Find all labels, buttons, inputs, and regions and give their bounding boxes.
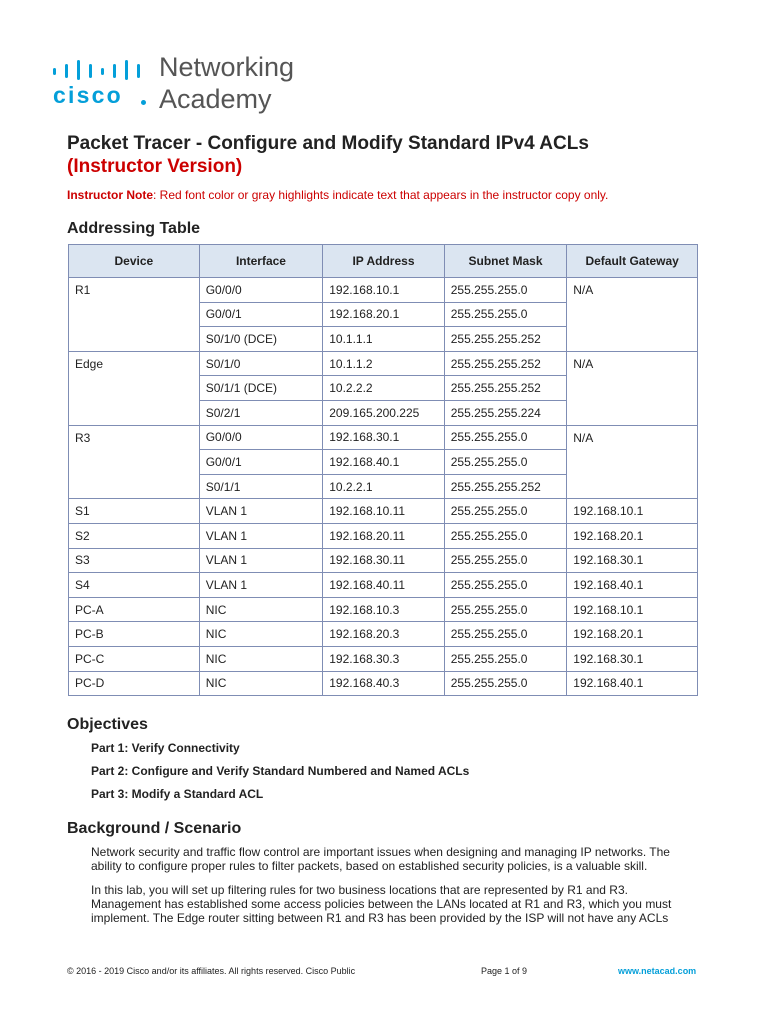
interface-cell: S0/1/0: [199, 351, 323, 376]
mask-cell: 255.255.255.0: [444, 622, 567, 647]
device-cell: PC-D: [69, 671, 200, 696]
cisco-networking-academy-logo: [52, 52, 312, 118]
ip-cell: 192.168.40.3: [323, 671, 445, 696]
background-heading: Background / Scenario: [67, 820, 242, 837]
ip-cell: 192.168.20.11: [323, 523, 445, 548]
interface-cell: S0/1/1 (DCE): [199, 376, 323, 401]
mask-cell: 255.255.255.0: [444, 671, 567, 696]
device-cell: S4: [69, 573, 200, 598]
mask-cell: 255.255.255.0: [444, 278, 567, 303]
gateway-cell: N/A: [567, 351, 698, 425]
gateway-cell: 192.168.20.1: [567, 622, 698, 647]
logo-academy-text: Academy: [159, 84, 272, 114]
mask-cell: 255.255.255.0: [444, 597, 567, 622]
gateway-cell: 192.168.10.1: [567, 499, 698, 524]
ip-cell: 192.168.10.11: [323, 499, 445, 524]
ip-cell: 192.168.30.1: [323, 425, 445, 450]
mask-cell: 255.255.255.0: [444, 302, 567, 327]
interface-cell: NIC: [199, 646, 323, 671]
table-row: [69, 425, 698, 450]
gateway-cell: 192.168.40.1: [567, 573, 698, 598]
col-header-default-gateway: Default Gateway: [567, 245, 698, 278]
ip-cell: 192.168.20.3: [323, 622, 445, 647]
background-paragraph-2: In this lab, you will set up filtering rules for two business locations that are represented by R1 and R3. Management has established some access policies between the LANs located at R1 and R3, which you must implement. The Edge router sitting between R1 and R3 has been provided by the ISP will not have any ACLs: [91, 883, 672, 925]
table-header-row: [69, 245, 698, 278]
ip-cell: 10.2.2.1: [323, 474, 445, 499]
table-row: [69, 499, 698, 524]
interface-cell: NIC: [199, 622, 323, 647]
ip-cell: 192.168.40.11: [323, 573, 445, 598]
interface-cell: S0/2/1: [199, 400, 323, 425]
table-row: [69, 523, 698, 548]
interface-cell: NIC: [199, 597, 323, 622]
instructor-note: [67, 188, 608, 202]
device-cell: S2: [69, 523, 200, 548]
device-cell: Edge: [69, 351, 200, 425]
table-row: [69, 622, 698, 647]
gateway-cell: 192.168.10.1: [567, 597, 698, 622]
ip-cell: 209.165.200.225: [323, 400, 445, 425]
interface-cell: VLAN 1: [199, 499, 323, 524]
logo-networking-text: Networking: [159, 52, 295, 82]
mask-cell: 255.255.255.252: [444, 376, 567, 401]
mask-cell: 255.255.255.0: [444, 425, 567, 450]
objective-item: Part 1: Verify Connectivity: [91, 741, 240, 755]
col-header-subnet-mask: Subnet Mask: [444, 245, 567, 278]
interface-cell: G0/0/0: [199, 425, 323, 450]
footer-copyright: © 2016 - 2019 Cisco and/or its affiliates. All rights reserved. Cisco Public: [67, 966, 356, 976]
mask-cell: 255.255.255.0: [444, 646, 567, 671]
table-row: [69, 548, 698, 573]
objectives-heading: Objectives: [67, 716, 148, 733]
interface-cell: VLAN 1: [199, 548, 323, 573]
mask-cell: 255.255.255.252: [444, 327, 567, 352]
table-row: [69, 597, 698, 622]
cisco-wordmark-dot: [141, 100, 146, 105]
ip-cell: 10.1.1.2: [323, 351, 445, 376]
gateway-cell: 192.168.40.1: [567, 671, 698, 696]
ip-cell: 192.168.30.3: [323, 646, 445, 671]
interface-cell: S0/1/0 (DCE): [199, 327, 323, 352]
interface-cell: NIC: [199, 671, 323, 696]
gateway-cell: 192.168.30.1: [567, 548, 698, 573]
ip-cell: 192.168.10.3: [323, 597, 445, 622]
table-row: [69, 646, 698, 671]
mask-cell: 255.255.255.252: [444, 351, 567, 376]
mask-cell: 255.255.255.224: [444, 400, 567, 425]
instructor-note-label: Instructor Note: [67, 188, 154, 202]
document-title: Packet Tracer - Configure and Modify Standard IPv4 ACLs: [67, 133, 589, 154]
mask-cell: 255.255.255.0: [444, 548, 567, 573]
addressing-table-heading: Addressing Table: [67, 220, 201, 237]
ip-cell: 192.168.20.1: [323, 302, 445, 327]
ip-cell: 192.168.40.1: [323, 450, 445, 475]
table-row: [69, 671, 698, 696]
col-header-ip-address: IP Address: [323, 245, 445, 278]
cisco-wordmark: cisco: [53, 82, 123, 108]
background-paragraph-1: Network security and traffic flow control are important issues when designing and managing IP networks. The ability to configure proper rules to filter packets, based on established security policies, is a valuable skill.: [91, 845, 670, 873]
ip-cell: 10.1.1.1: [323, 327, 445, 352]
mask-cell: 255.255.255.0: [444, 573, 567, 598]
gateway-cell: N/A: [567, 278, 698, 352]
gateway-cell: 192.168.20.1: [567, 523, 698, 548]
document-subtitle: (Instructor Version): [67, 156, 243, 177]
ip-cell: 192.168.30.11: [323, 548, 445, 573]
objective-item: Part 3: Modify a Standard ACL: [91, 787, 264, 801]
device-cell: S3: [69, 548, 200, 573]
device-cell: PC-C: [69, 646, 200, 671]
mask-cell: 255.255.255.0: [444, 450, 567, 475]
device-cell: R1: [69, 278, 200, 352]
objective-item: Part 2: Configure and Verify Standard Numbered and Named ACLs: [91, 764, 470, 778]
mask-cell: 255.255.255.252: [444, 474, 567, 499]
instructor-note-text: : Red font color or gray highlights indicate text that appears in the instructor copy only.: [153, 188, 609, 202]
interface-cell: VLAN 1: [199, 573, 323, 598]
mask-cell: 255.255.255.0: [444, 499, 567, 524]
interface-cell: G0/0/1: [199, 302, 323, 327]
gateway-cell: N/A: [567, 425, 698, 499]
device-cell: PC-B: [69, 622, 200, 647]
cisco-bars-icon: [52, 60, 147, 80]
interface-cell: G0/0/1: [199, 450, 323, 475]
ip-cell: 10.2.2.2: [323, 376, 445, 401]
table-row: [69, 278, 698, 303]
addressing-table: [68, 244, 698, 696]
ip-cell: 192.168.10.1: [323, 278, 445, 303]
device-cell: PC-A: [69, 597, 200, 622]
table-row: [69, 351, 698, 376]
device-cell: S1: [69, 499, 200, 524]
col-header-interface: Interface: [199, 245, 323, 278]
gateway-cell: 192.168.30.1: [567, 646, 698, 671]
mask-cell: 255.255.255.0: [444, 523, 567, 548]
interface-cell: S0/1/1: [199, 474, 323, 499]
device-cell: R3: [69, 425, 200, 499]
table-row: [69, 573, 698, 598]
col-header-device: Device: [69, 245, 200, 278]
interface-cell: VLAN 1: [199, 523, 323, 548]
footer-url-link[interactable]: www.netacad.com: [618, 966, 697, 976]
footer-page-number: Page 1 of 9: [481, 966, 528, 976]
interface-cell: G0/0/0: [199, 278, 323, 303]
